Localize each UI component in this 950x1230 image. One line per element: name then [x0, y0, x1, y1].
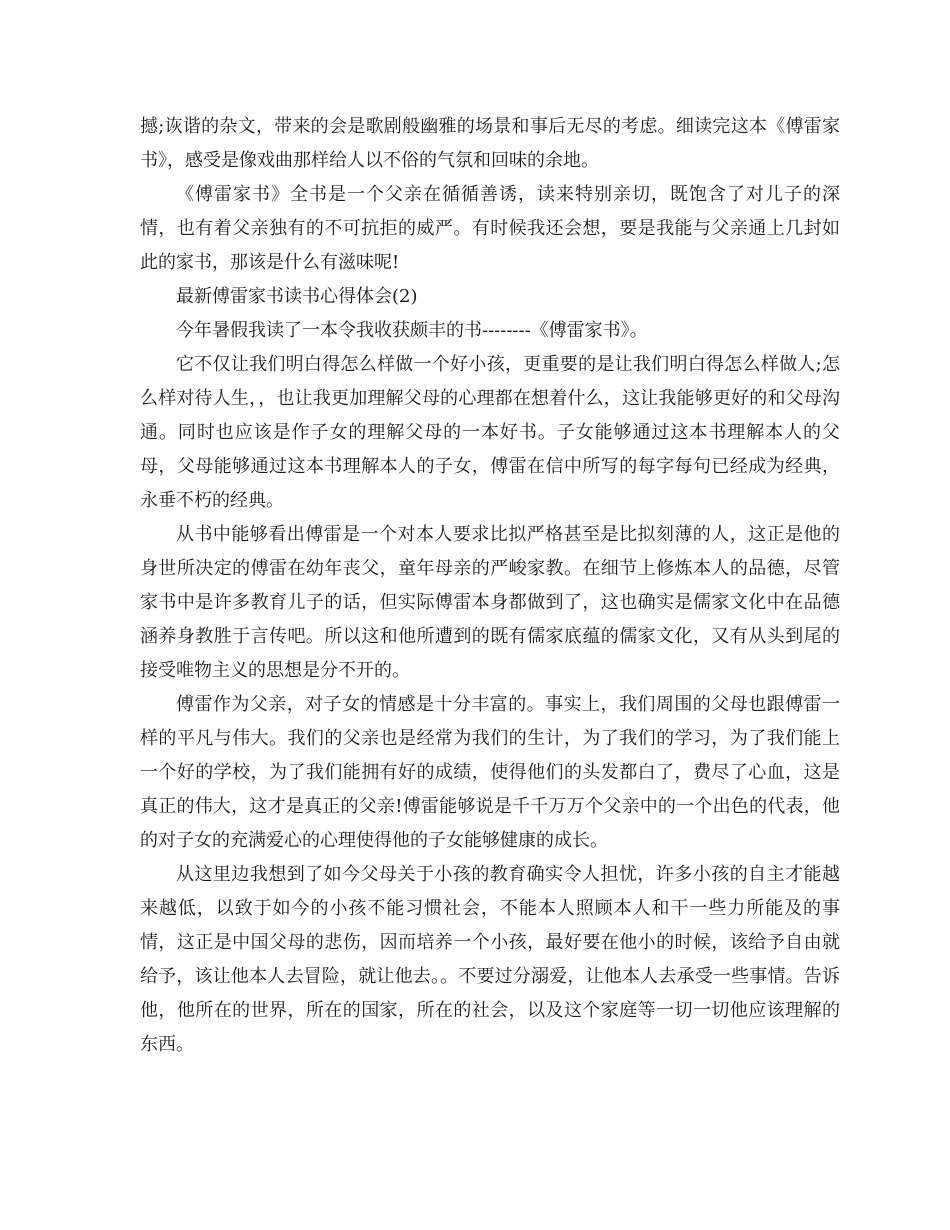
paragraph-7: 从这里边我想到了如今父母关于小孩的教育确实令人担忧，许多小孩的自主才能越来越低，以致于如今的小孩不能习惯社会，不能本人照顾本人和干一些力所能及的事情，这正是中国父母的悲伤，因而培养一个小孩，最好要在他小的时候，该给予自由就给予，该让他本人去冒险，就让他去。。不要过分溺爱，让他本人去承受一些事情。告诉他，他所在的世界，所在的国家，所在的社会，以及这个家庭等一切一切他应该理解的东西。 — [140, 864, 840, 1055]
paragraph-2: 《傅雷家书》全书是一个父亲在循循善诱，读来特别亲切，既饱含了对儿子的深情，也有着父亲独有的不可抗拒的威严。有时候我还会想，要是我能与父亲通上几封如此的家书，那该是什么有滋味呢! — [140, 184, 840, 273]
paragraph-5: 从书中能够看出傅雷是一个对本人要求比拟严格甚至是比拟刻薄的人，这正是他的身世所决定的傅雷在幼年丧父，童年母亲的严峻家教。在细节上修炼本人的品德，尽管家书中是许多教育儿子的话，但实际傅雷本身都做到了，这也确实是儒家文化中在品德涵养身教胜于言传吧。所以这和他所遭到的既有儒家底蕴的儒家文化，又有从头到尾的接受唯物主义的思想是分不开的。 — [140, 524, 840, 681]
paragraph-1: 撼;诙谐的杂文，带来的会是歌剧般幽雅的场景和事后无尽的考虑。细读完这本《傅雷家书》，感受是像戏曲那样给人以不俗的气氛和回味的余地。 — [140, 116, 840, 171]
paragraph-3: 今年暑假我读了一本令我收获颇丰的书--------《傅雷家书》。 — [176, 320, 648, 341]
document-body — [140, 110, 840, 1062]
paragraph-4: 它不仅让我们明白得怎么样做一个好小孩，更重要的是让我们明白得怎么样做人;怎么样对待人生，，也让我更加理解父母的心理都在想着什么，这让我能够更好的和父母沟通。同时也应该是作子女的理解父母的一本好书。子女能够通过这本书理解本人的父母，父母能够通过这本书理解本人的子女，傅雷在信中所写的每字每句已经成为经典，永垂不朽的经典。 — [140, 354, 840, 511]
paragraph-6: 傅雷作为父亲，对子女的情感是十分丰富的。事实上，我们周围的父母也跟傅雷一样的平凡与伟大。我们的父亲也是经常为我们的生计，为了我们的学习，为了我们能上一个好的学校，为了我们能拥有好的成绩，使得他们的头发都白了，费尽了心血，这是真正的伟大，这才是真正的父亲!傅雷能够说是千千万万个父亲中的一个出色的代表，他的对子女的充满爱心的心理使得他的子女能够健康的成长。 — [140, 694, 840, 851]
section-heading: 最新傅雷家书读书心得体会(2) — [176, 286, 418, 307]
